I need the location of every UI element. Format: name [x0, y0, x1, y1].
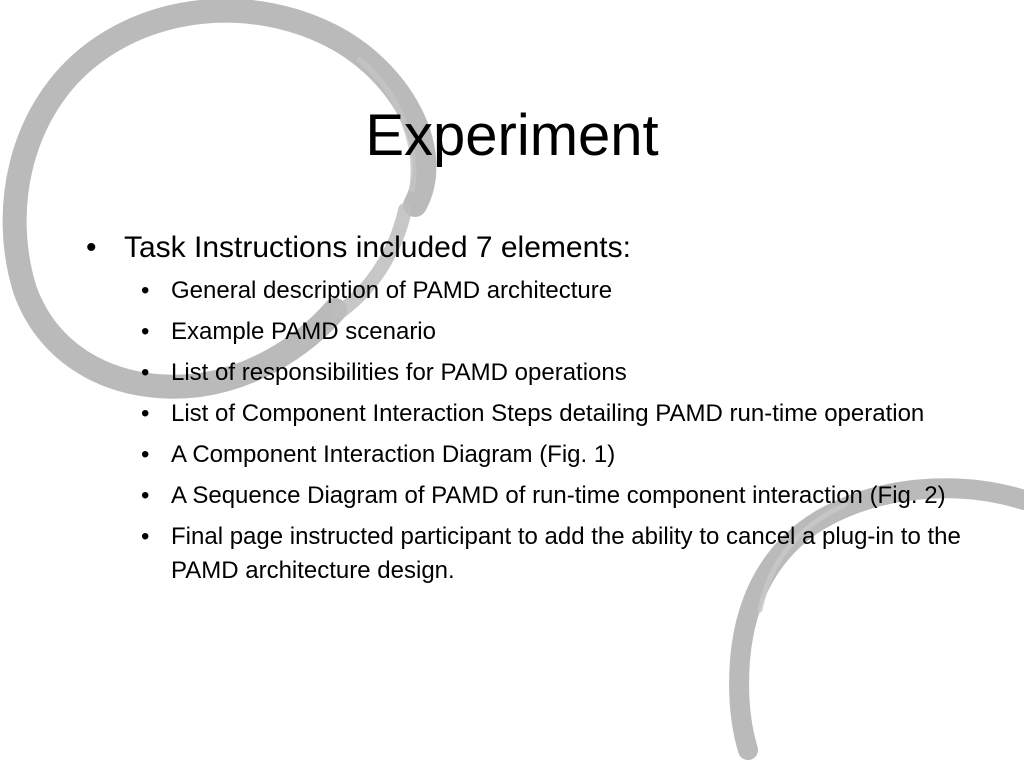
sub-bullet-text: General description of PAMD architecture: [171, 277, 613, 304]
bullet-dot-icon: •: [86, 231, 97, 264]
sub-bullet-list: [84, 274, 964, 588]
bullet-dot-icon: •: [141, 400, 150, 427]
slide-content: [84, 226, 964, 595]
main-bullet-text: Task Instructions included 7 elements:: [124, 231, 631, 264]
list-item: [130, 356, 964, 390]
sub-bullet-text: Final page instructed participant to add the ability to cancel a plug-in to the PAMD architecture design.: [171, 523, 961, 584]
bullet-dot-icon: •: [141, 318, 150, 345]
list-item: [130, 397, 964, 431]
bullet-dot-icon: •: [141, 482, 150, 509]
bullet-dot-icon: •: [141, 277, 150, 304]
sub-bullet-text: List of Component Interaction Steps detailing PAMD run-time operation: [171, 400, 925, 427]
list-item: [130, 479, 964, 513]
sub-bullet-text: List of responsibilities for PAMD operations: [171, 359, 627, 386]
list-item: [130, 438, 964, 472]
sub-bullet-text: Example PAMD scenario: [171, 318, 436, 345]
list-item: [130, 520, 964, 588]
list-item: [130, 315, 964, 349]
sub-bullet-text: A Sequence Diagram of PAMD of run-time component interaction (Fig. 2): [171, 482, 946, 509]
bullet-dot-icon: •: [141, 523, 150, 550]
bullet-dot-icon: •: [141, 359, 150, 386]
list-item: [130, 274, 964, 308]
main-bullet: [84, 226, 964, 270]
slide-title: Experiment: [365, 103, 659, 168]
sub-bullet-text: A Component Interaction Diagram (Fig. 1): [171, 441, 616, 468]
bullet-dot-icon: •: [141, 441, 150, 468]
